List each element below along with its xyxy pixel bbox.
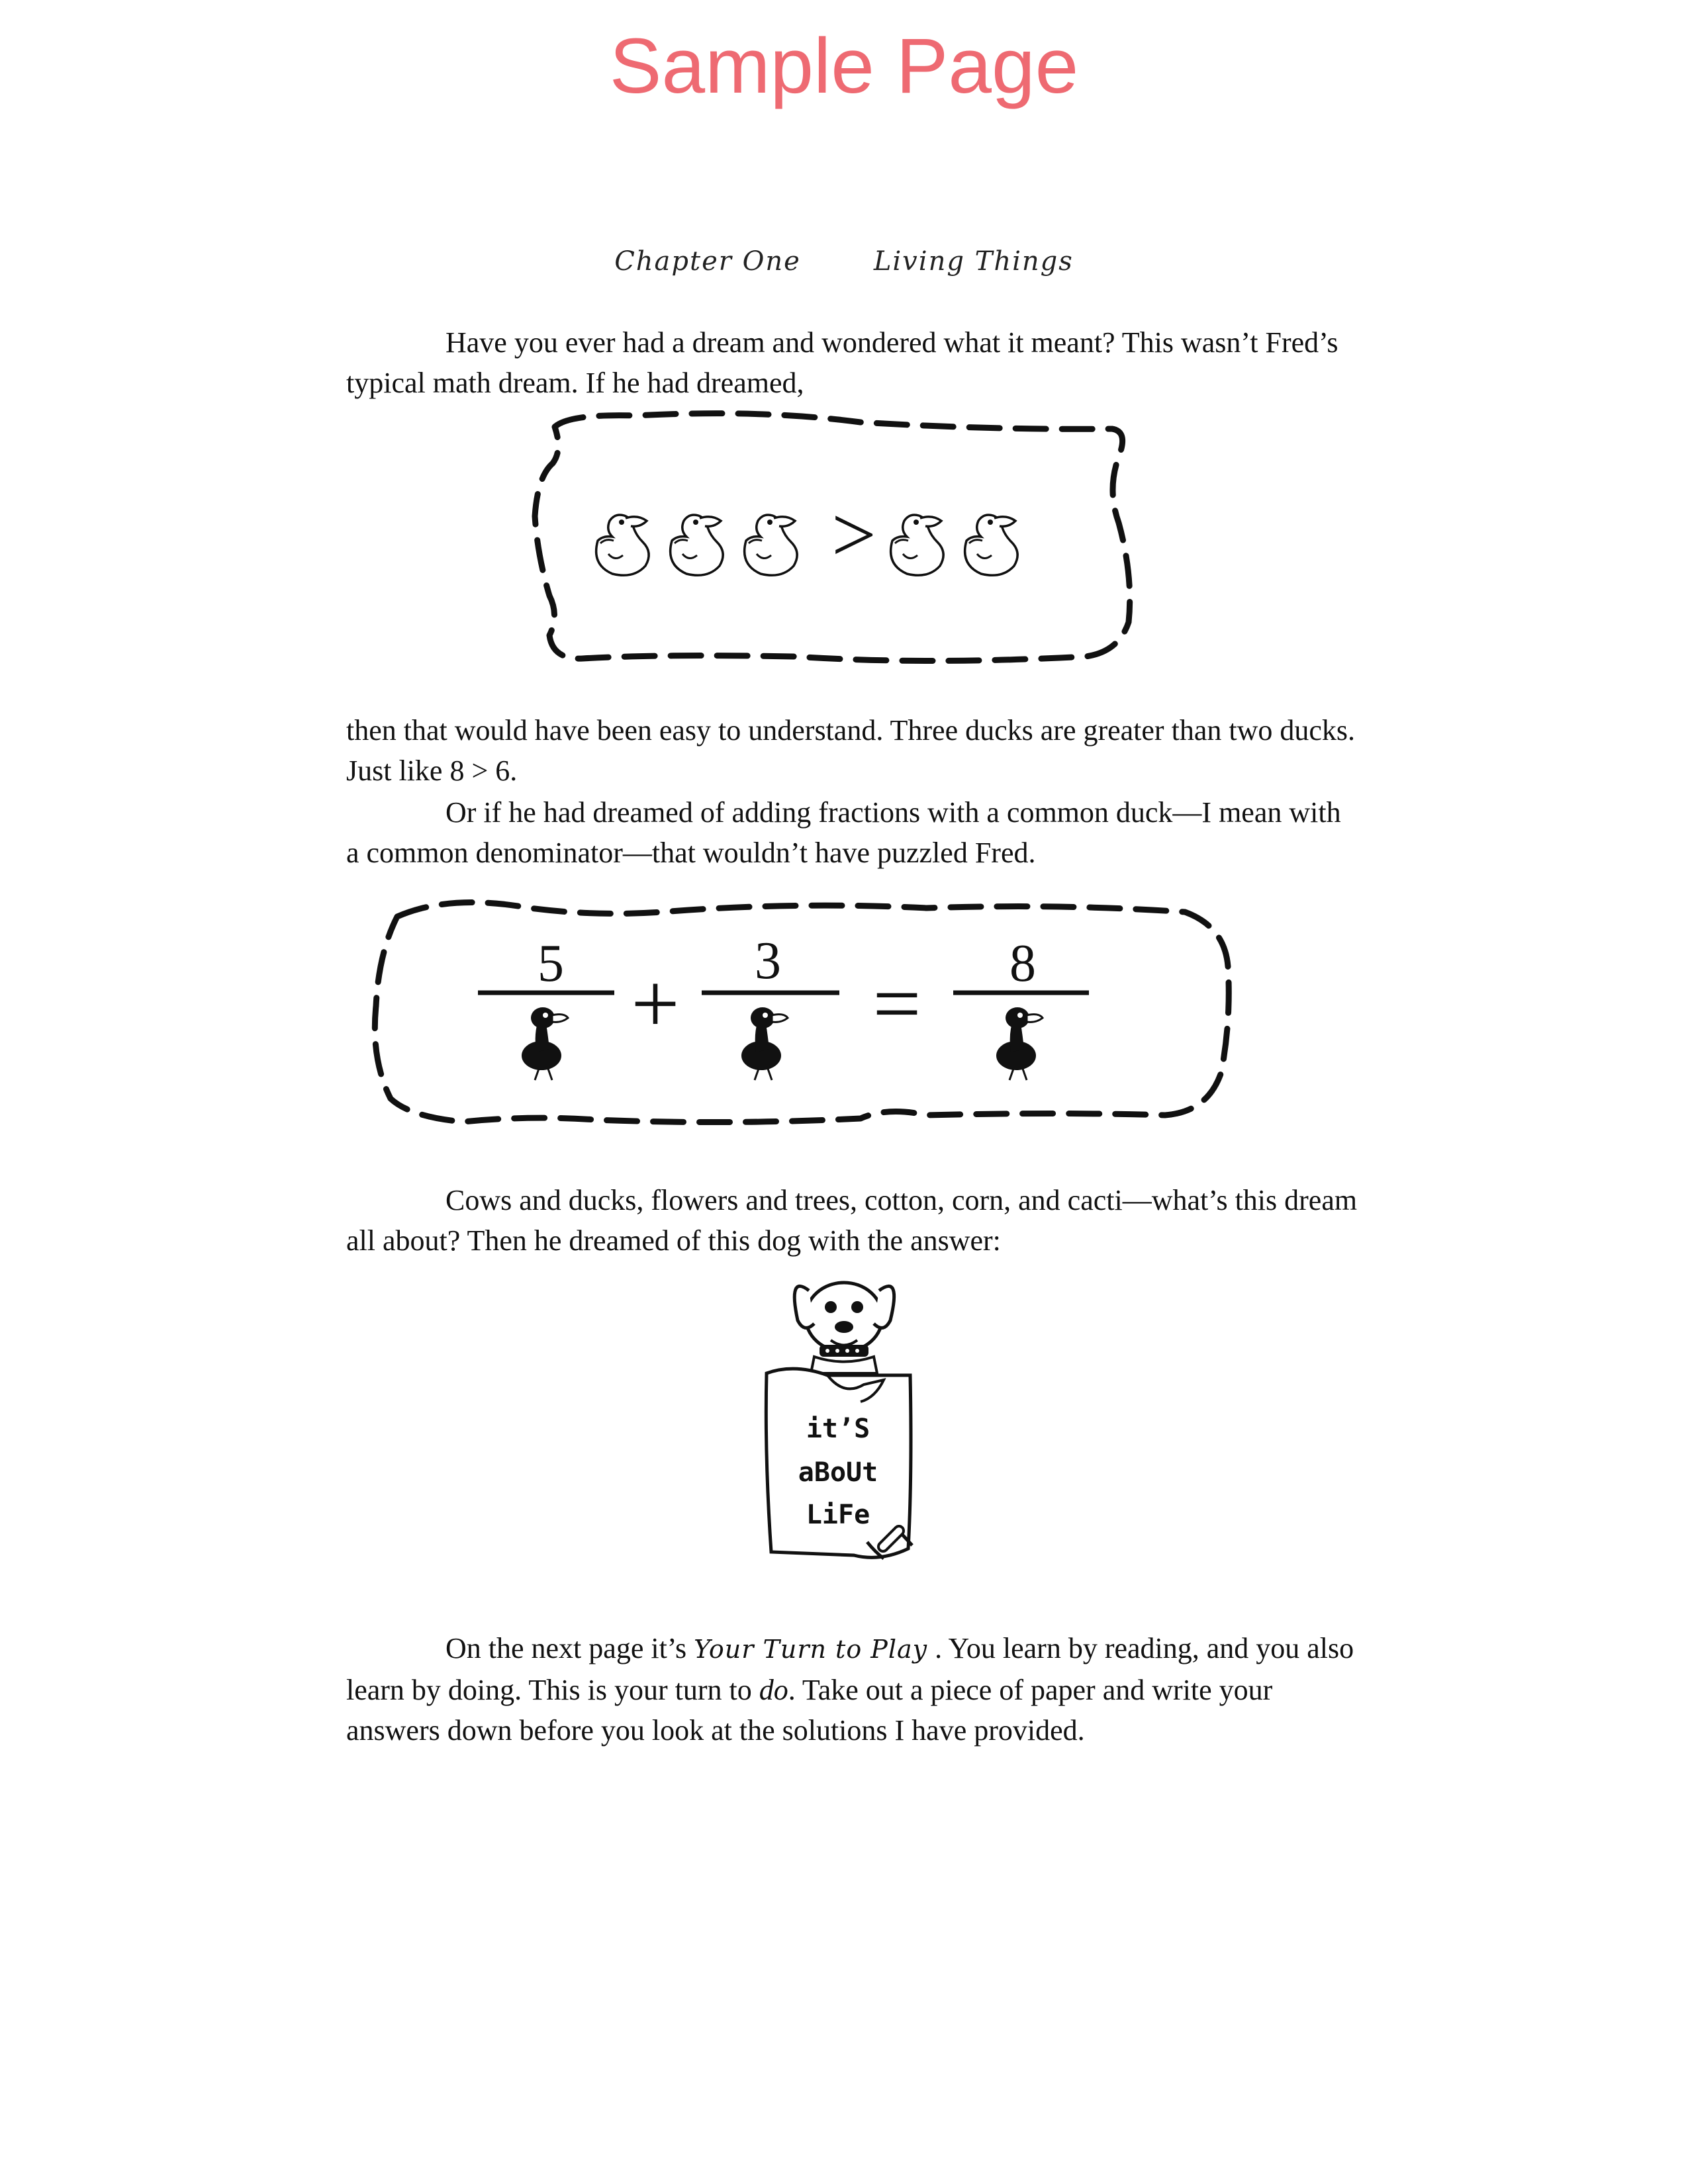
chapter-name: Living Things (873, 246, 1074, 277)
paragraph-2-text: then that would have been easy to understand. Three ducks are greater than two ducks. Just like 8 > 6. (346, 714, 1355, 787)
paragraph-5 (346, 1628, 1359, 1751)
chapter-number: Chapter One (614, 246, 801, 277)
paragraph-5-emphasis: do (759, 1674, 788, 1706)
sample-page-title: Sample Page (609, 23, 1079, 110)
paragraph-4-text: Cows and ducks, flowers and trees, cotton, corn, and cacti—what’s this dream all about? Then he dreamed of this dog with the answer: (346, 1184, 1358, 1257)
paragraph-5-mid: . You learn by reading, and you also learn by doing. This is your turn to (346, 1632, 1354, 1706)
paragraph-1-text: Have you ever had a dream and wondered what it meant? This wasn’t Fred’s typical math dream. If he had dreamed, (346, 326, 1338, 399)
numerator-2: 3 (755, 932, 781, 990)
numerator-3: 8 (1009, 934, 1036, 993)
numerator-1: 5 (538, 934, 564, 993)
dog-icon (794, 1283, 894, 1373)
your-turn-to-play-label: Your Turn to Play (694, 1635, 928, 1664)
plus-symbol: + (631, 956, 680, 1052)
sign-line-1: it’S (806, 1414, 870, 1444)
paragraph-5-start: On the next page it’s (445, 1632, 694, 1664)
sign-line-3: LiFe (806, 1500, 870, 1530)
paragraph-3-text: Or if he had dreamed of adding fractions with a common duck—I mean with a common denominator—that wouldn’t have puzzled Fred. (346, 796, 1341, 869)
paragraph-5-end: . Take out a piece of paper and write your answers down before you look at the solutions I have provided. (346, 1674, 1273, 1747)
equals-symbol: = (872, 956, 921, 1052)
greater-than-symbol: > (831, 490, 876, 578)
sign-line-2: aBoUt (798, 1457, 878, 1488)
